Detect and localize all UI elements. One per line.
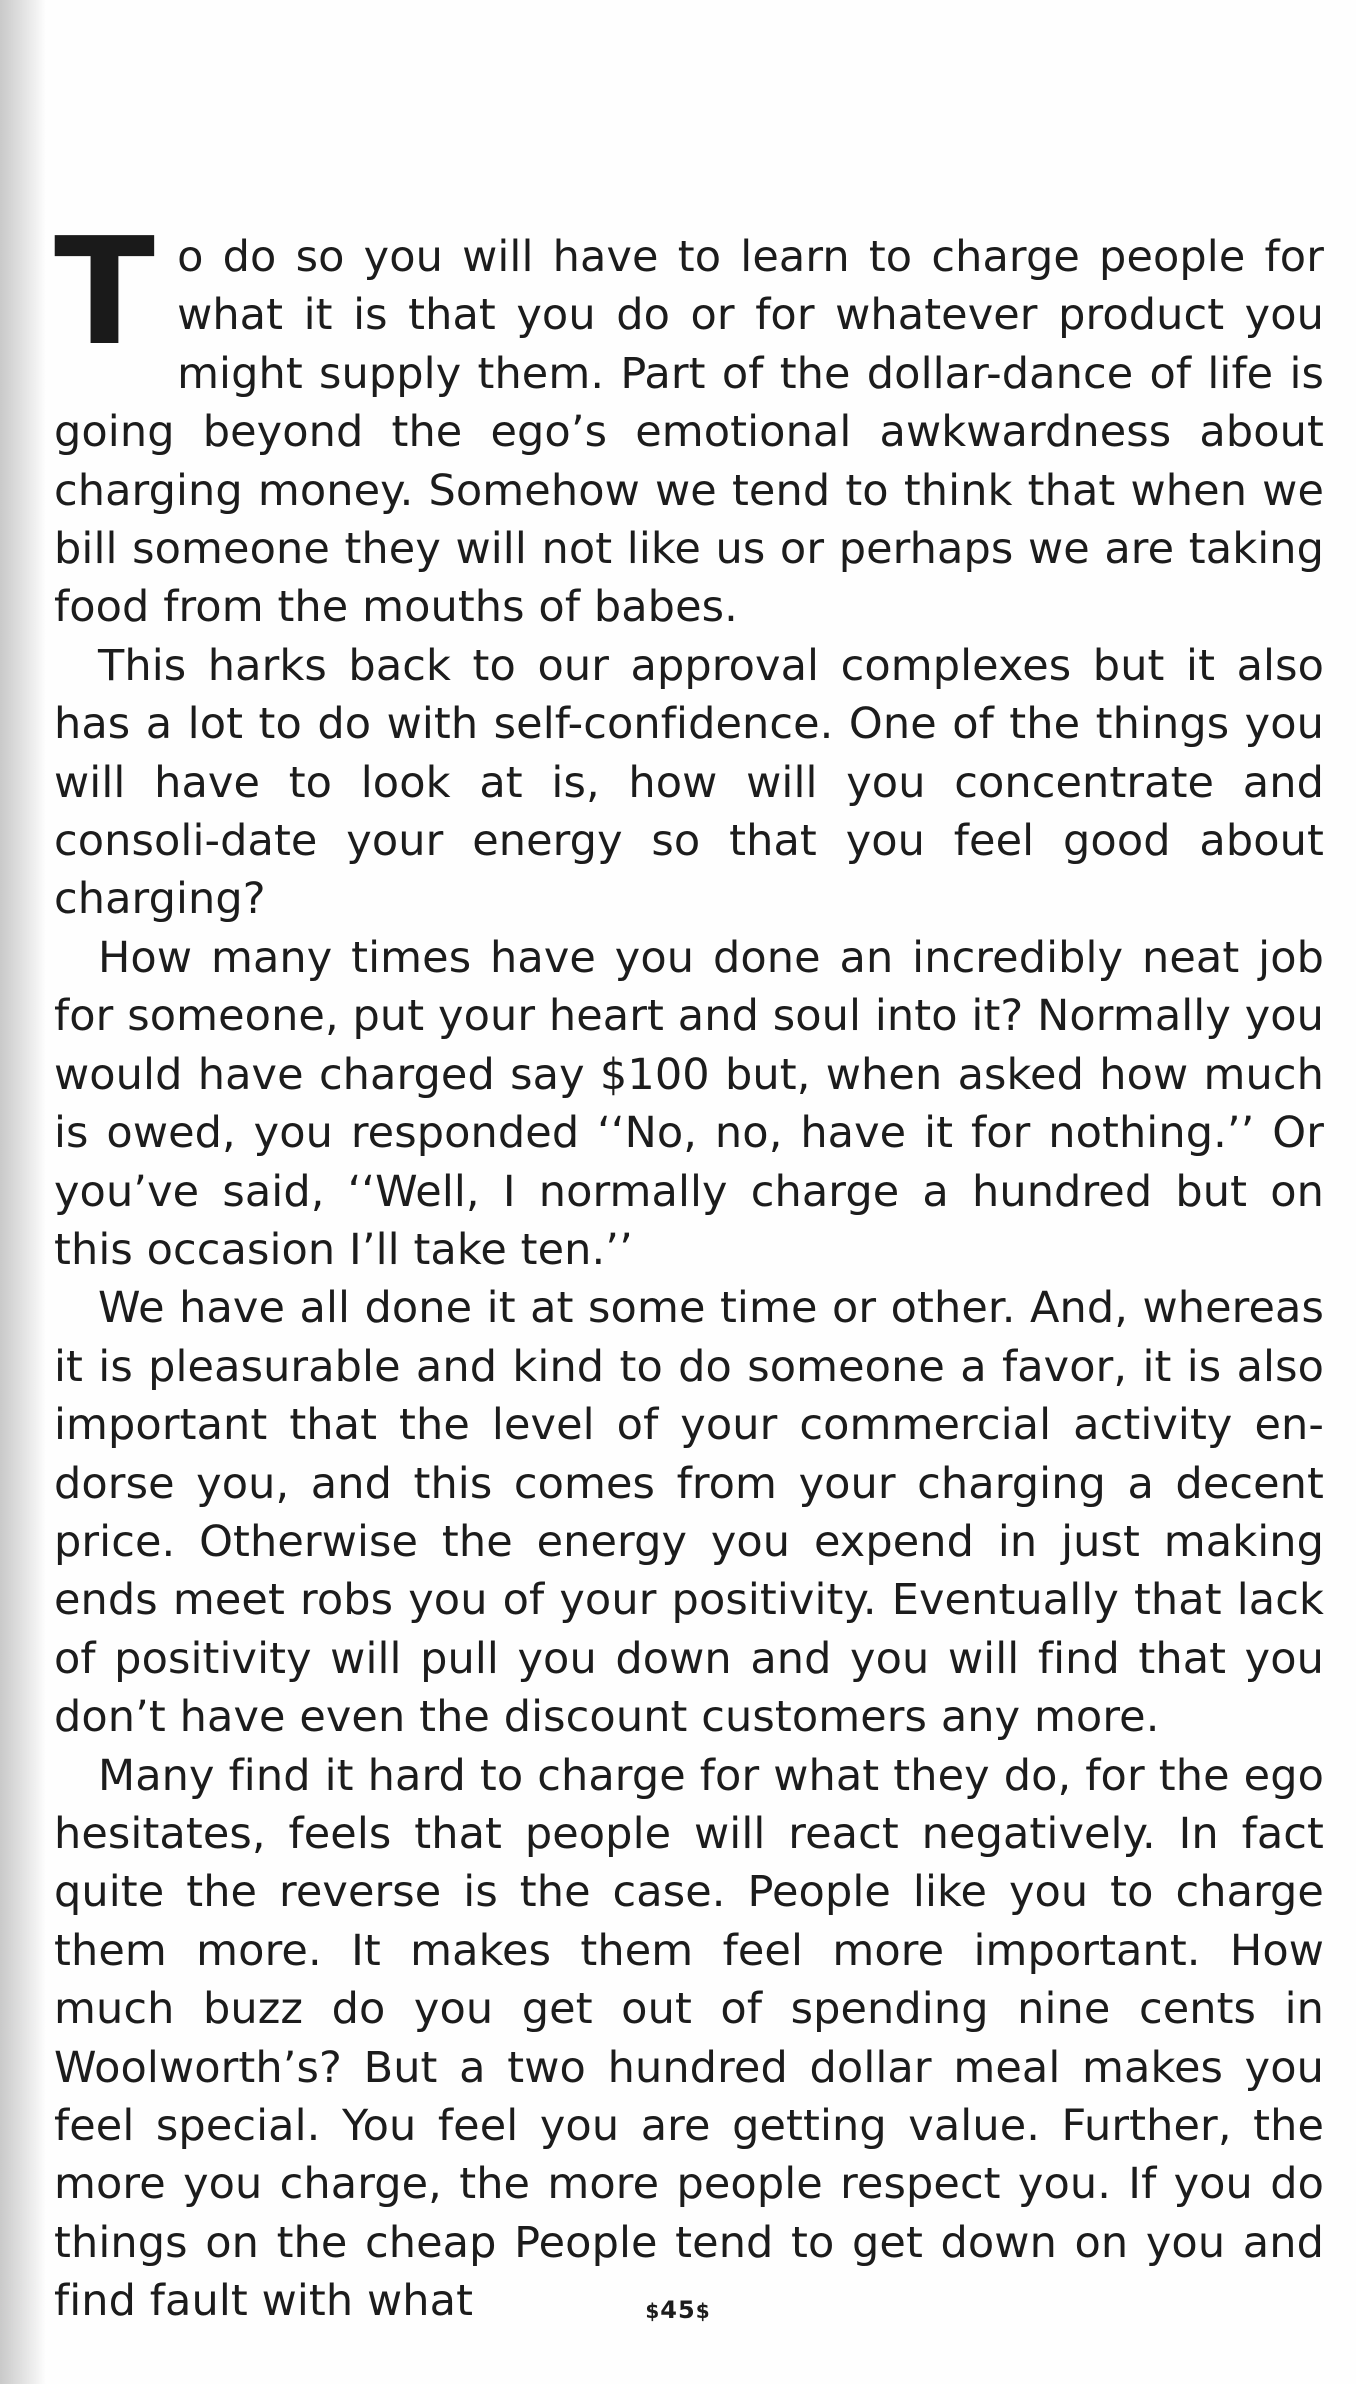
paragraph-4: We have all done it at some time or other. And, whereas it is pleasurable and kind to do someone a favor, it is also important that the level of your commercial activity en-dorse you, and this comes from your charging a decent price. Otherwise the energy you expend in just making ends meet robs you of your positivity. Eventually that lack of positivity will pull you down and you will find that you don’t have even the discount customers any more. [54,1283,1324,1743]
paragraph-3: How many times have you done an incredibly neat job for someone, put your heart and soul into it? Normally you would have charged say $100 but, when asked how much is owed, you responded ‘‘No, no, have it for nothing.’’ Or you’ve said, ‘‘Well, I normally charge a hundred but on this occasion I’ll take ten.’’ [54,932,1324,1275]
page-number [0,2296,1356,2324]
drop-cap: T [54,206,156,378]
folio-left-ornament: $ [645,2299,661,2323]
folio-number: 45 [660,2296,696,2324]
paragraph-1 [54,206,1324,637]
paragraph-5: Many find it hard to charge for what they do, for the ego hesitates, feels that people will react negatively. In fact quite the reverse is the case. People like you to charge them more. It makes them feel more important. How much buzz do you get out of spending nine cents in Woolworth’s? But a two hundred dollar meal makes you feel special. You feel you are getting value. Further, the more you charge, the more people respect you. If you do things on the cheap People tend to get down on you and find fault with what [54,1750,1324,2327]
paragraph-2: This harks back to our approval complexes but it also has a lot to do with self-confidence. One of the things you will have to look at is, how will you concentrate and consoli-date your energy so that you feel good about charging? [54,640,1324,925]
folio-right-ornament: $ [695,2299,711,2323]
spine-shadow [0,0,46,2384]
paragraph-1-text: o do so you will have to learn to charge people for what it is that you do or for whatever product you might supply them. Part of the dollar-dance of life is going beyond the ego’s emotional awkwardness about charging money. Somehow we tend to think that when we bill someone they will not like us or perhaps we are taking food from the mouths of babes. [54,232,1324,633]
body-text [54,206,1324,2331]
